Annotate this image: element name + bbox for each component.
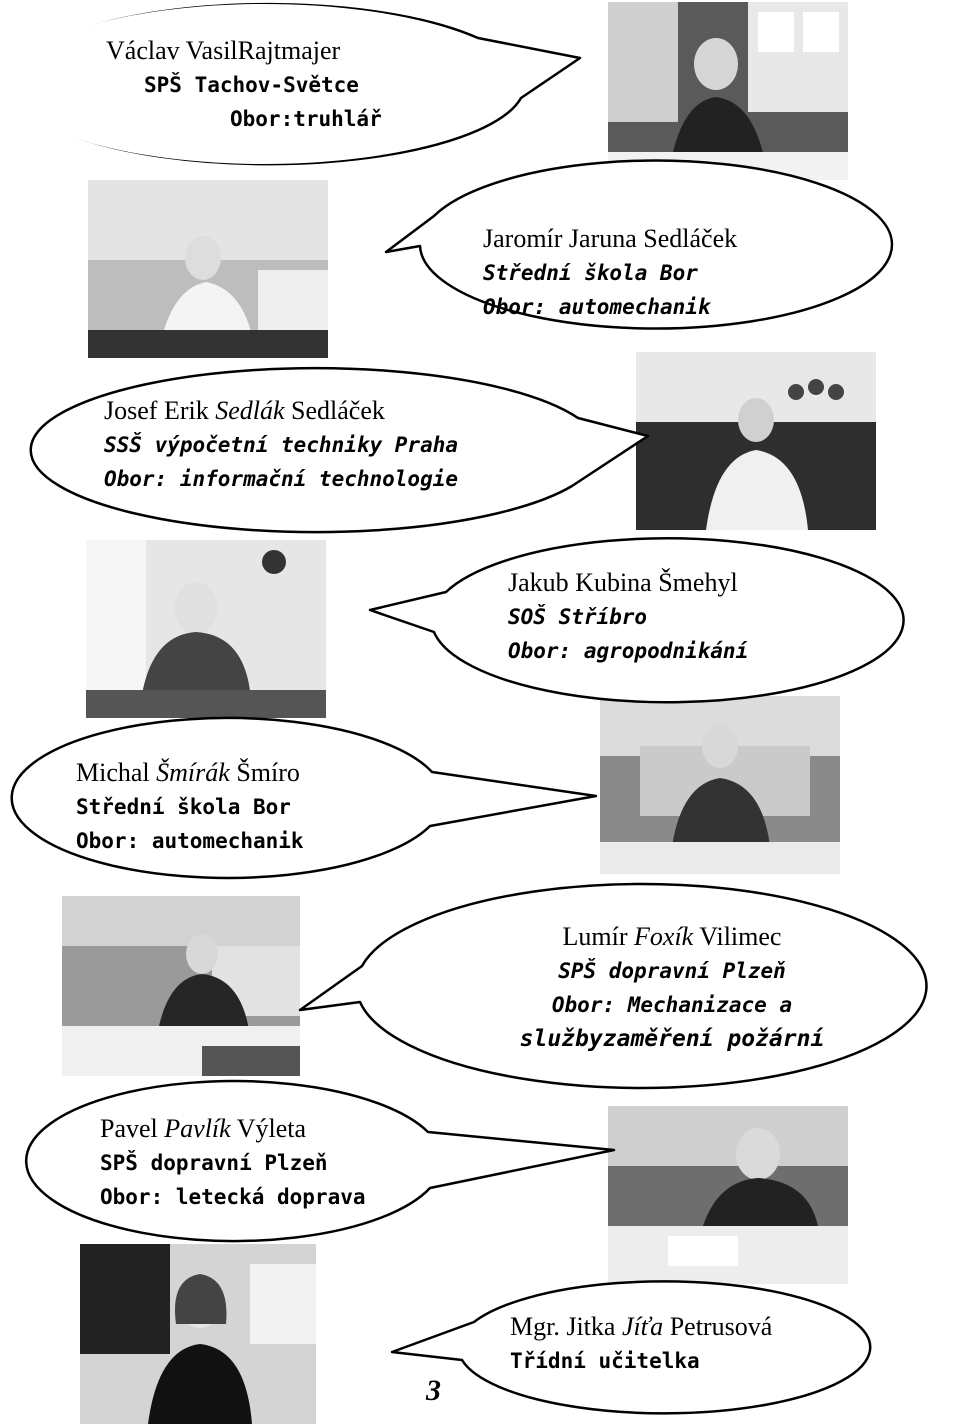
- school-michal: Střední škola Bor: [76, 795, 291, 819]
- school-jakub: SOŠ Stříbro: [508, 605, 648, 629]
- name-jitka: Mgr. Jitka Jíťa Petrusová: [510, 1312, 773, 1341]
- school-josef: SSŠ výpočetní techniky Praha: [104, 433, 459, 457]
- name-lumir: Lumír Foxík Vilimec: [562, 922, 782, 951]
- school-jaromir: Střední škola Bor: [483, 261, 698, 285]
- name-vaclav: Václav VasilRajtmajer: [106, 36, 341, 65]
- field-jakub: Obor: agropodnikání: [508, 639, 749, 663]
- field-vaclav: Obor:truhlář: [230, 107, 382, 131]
- name-josef: Josef Erik Sedlák Sedláček: [104, 396, 385, 425]
- name-jaromir: Jaromír Jaruna Sedláček: [483, 224, 738, 253]
- field-pavel: Obor: letecká doprava: [100, 1185, 366, 1209]
- name-pavel: Pavel Pavlík Výleta: [100, 1114, 307, 1143]
- field2-lumir: službyzaměření požární: [519, 1026, 825, 1052]
- page-number: 3: [426, 1374, 441, 1407]
- school-vaclav: SPŠ Tachov-Světce: [144, 73, 359, 97]
- school-pavel: SPŠ dopravní Plzeň: [100, 1151, 328, 1175]
- field-jaromir: Obor: automechanik: [483, 295, 711, 319]
- name-michal: Michal Šmírák Šmíro: [76, 758, 300, 787]
- field-lumir: Obor: Mechanizace a: [551, 993, 793, 1017]
- field-josef: Obor: informační technologie: [104, 467, 459, 491]
- field-michal: Obor: automechanik: [76, 829, 304, 853]
- school-lumir: SPŠ dopravní Plzeň: [558, 959, 786, 983]
- role-jitka: Třídní učitelka: [510, 1349, 700, 1373]
- name-jakub: Jakub Kubina Šmehyl: [508, 568, 738, 597]
